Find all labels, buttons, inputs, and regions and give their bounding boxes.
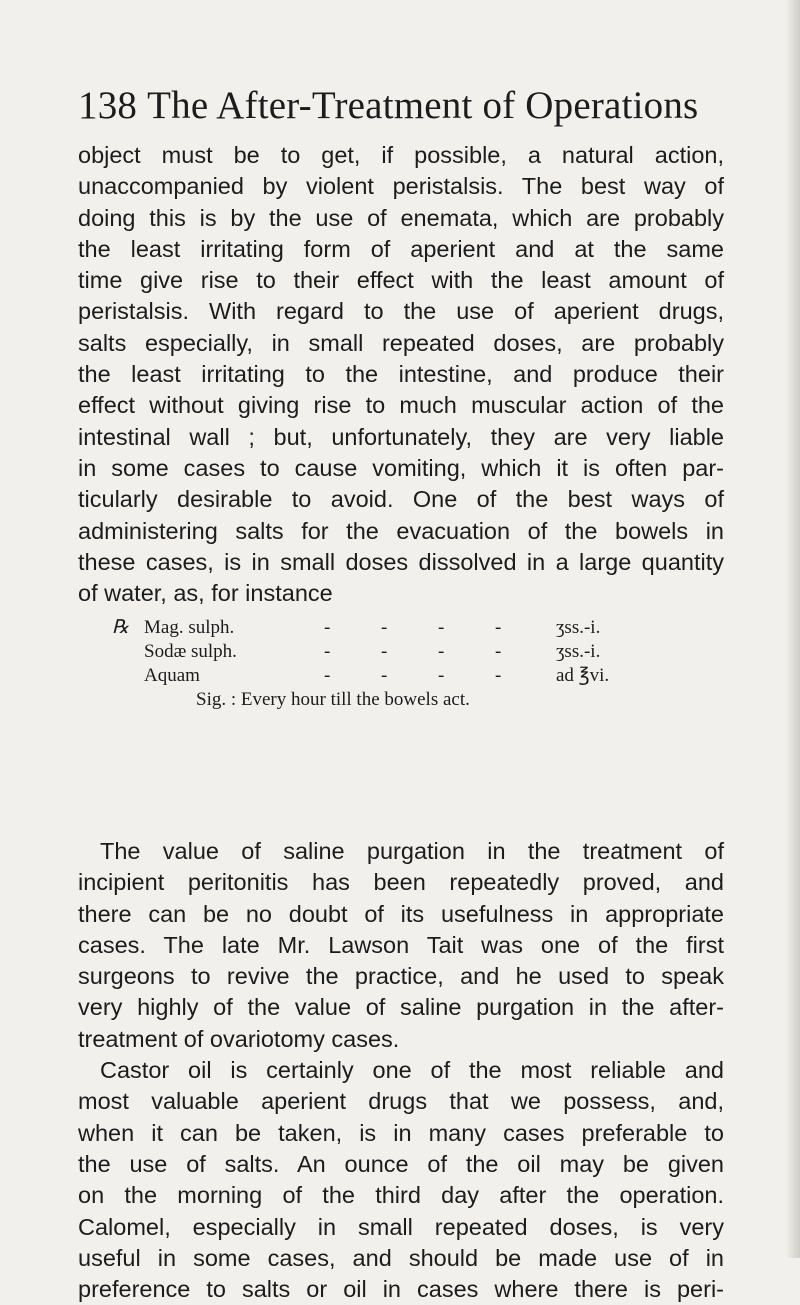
text-line: the least irritating to the intestine, and produce their — [78, 361, 724, 388]
prescription-ingredient: Sodæ sulph. — [144, 641, 237, 662]
text-line: useful in some cases, and should be made use of in — [78, 1244, 724, 1271]
running-header — [78, 84, 698, 128]
text-line: of water, as, for instance — [78, 580, 333, 607]
text-line: the least irritating form of aperient and at the same — [78, 235, 724, 262]
prescription-amount: ʒss.-i. — [556, 617, 601, 638]
text-line: ticularly desirable to avoid. One of the best ways of — [78, 486, 724, 513]
text-line: time give rise to their effect with the least amount of — [78, 267, 724, 294]
text-line: most valuable aperient drugs that we possess, and, — [78, 1088, 724, 1115]
text-line: incipient peritonitis has been repeatedly proved, and — [78, 869, 724, 896]
text-line: effect without giving rise to much muscular action of the — [78, 392, 724, 419]
text-line: these cases, is in small doses dissolved in a large quantity — [78, 548, 724, 575]
text-line: cases. The late Mr. Lawson Tait was one of the first — [78, 931, 724, 958]
text-line: administering salts for the evacuation of the bowels in — [78, 517, 724, 544]
leader-dashes: - - - - — [324, 665, 502, 686]
text-line: peristalsis. With regard to the use of aperient drugs, — [78, 298, 724, 325]
text-line: there can be no doubt of its usefulness in appropriate — [78, 900, 724, 927]
running-title: The After-Treatment of Operations — [147, 84, 699, 127]
text-line: when it can be taken, is in many cases preferable to — [78, 1119, 724, 1146]
text-line: doing this is by the use of enemata, which are probably — [78, 204, 724, 231]
text-line: object must be to get, if possible, a natural action, — [78, 142, 724, 168]
text-line: intestinal wall ; but, unfortunately, they are very liable — [78, 423, 724, 450]
text-line: surgeons to revive the practice, and he used to speak — [78, 963, 724, 990]
text-line: very highly of the value of saline purgation in the after- — [78, 994, 724, 1021]
text-line: the use of salts. An ounce of the oil may be given — [78, 1150, 724, 1177]
recipe-symbol: ℞ — [112, 617, 130, 638]
prescription-ingredient: Aquam — [144, 665, 200, 686]
leader-dashes: - - - - — [324, 617, 502, 638]
page-edge-shadow — [786, 0, 800, 1258]
text-line: salts especially, in small repeated doses, are probably — [78, 329, 724, 356]
paragraph-2-and-3 — [78, 836, 724, 1305]
prescription-ingredient: Mag. sulph. — [144, 617, 235, 638]
text-line: preference to salts or oil in cases where there is peri- — [78, 1276, 724, 1303]
prescription-amount: ʒss.-i. — [556, 641, 601, 662]
text-line: The value of saline purgation in the treatment of — [100, 838, 724, 864]
page-number: 138 — [78, 84, 138, 127]
text-line: in some cases to cause vomiting, which it is often par- — [78, 454, 724, 481]
text-line: Castor oil is certainly one of the most reliable and — [100, 1057, 724, 1084]
text-line: treatment of ovariotomy cases. — [78, 1025, 400, 1052]
prescription-amount: ad ℥vi. — [556, 665, 610, 686]
paragraph-1 — [78, 140, 724, 609]
text-line: unaccompanied by violent peristalsis. The best way of — [78, 173, 724, 200]
leader-dashes: - - - - — [324, 641, 502, 662]
prescription-signa: Sig. : Every hour till the bowels act. — [196, 689, 470, 710]
text-line: Calomel, especially in small repeated doses, is very — [78, 1213, 724, 1240]
text-line: on the morning of the third day after the operation. — [78, 1182, 724, 1209]
